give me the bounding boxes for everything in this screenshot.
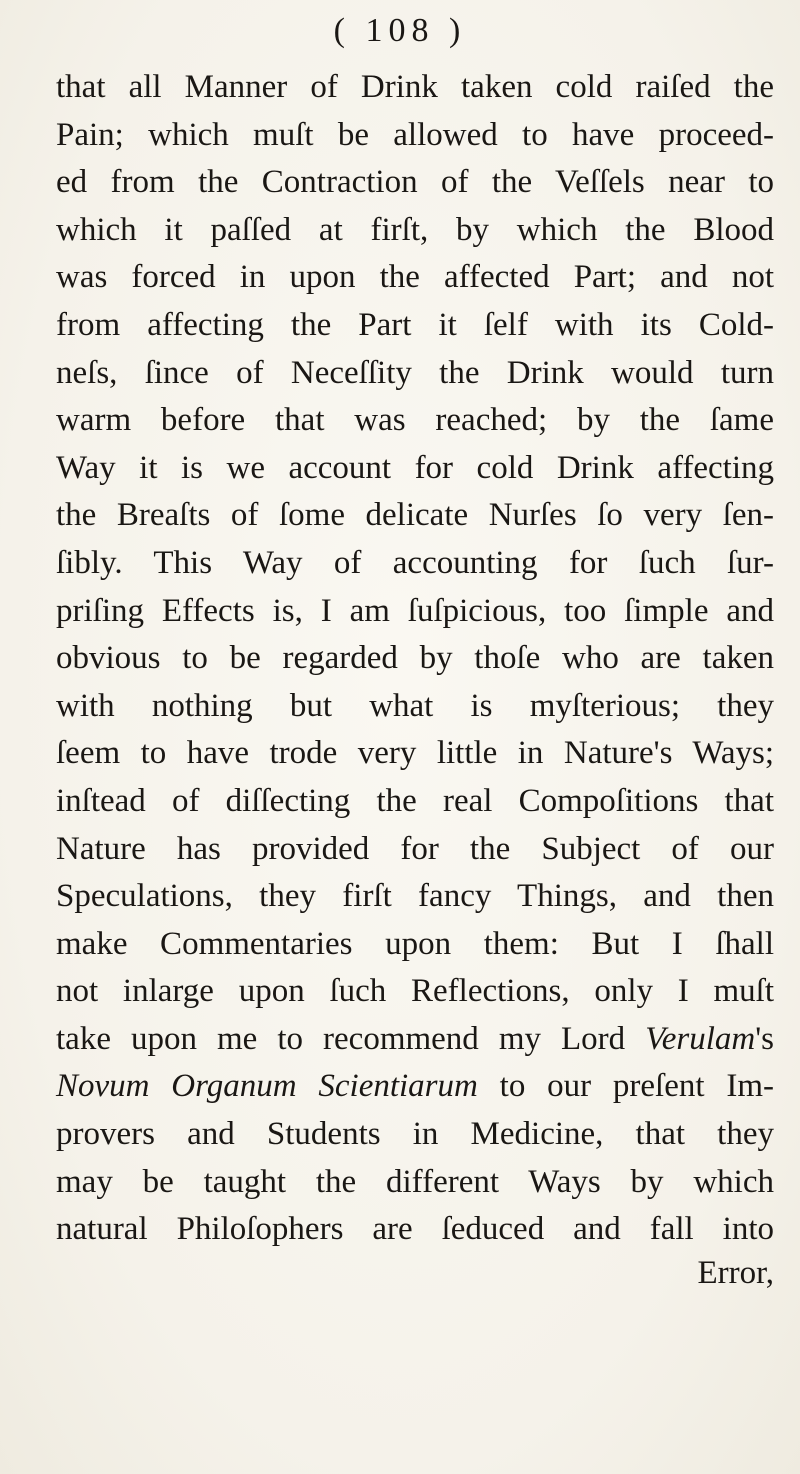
text-line: the Breaſts of ſome delicate Nurſes ſo very ſen-	[56, 497, 774, 534]
text-line: ſibly. This Way of accounting for ſuch ſur-	[56, 544, 774, 581]
text-line-italic: Novum Organum Scientiarum to our preſent Im-	[56, 1068, 774, 1105]
text-line: neſs, ſince of Neceſſity the Drink would turn	[56, 354, 774, 391]
text-line: take upon me to recommend my Lord Verulam's	[56, 1020, 774, 1057]
text-line: Nature has provided for the Subject of our	[56, 830, 774, 867]
text-line: ed from the Contraction of the Veſſels near to	[56, 164, 774, 201]
text-line: inſtead of diſſecting the real Compoſitions that	[56, 782, 774, 819]
text-line: warm before that was reached; by the ſame	[56, 402, 774, 439]
text-line: Pain; which muſt be allowed to have proceed-	[56, 116, 774, 153]
italic-title: Novum Organum Scientiarum	[56, 1068, 478, 1105]
text-line: provers and Students in Medicine, that they	[56, 1116, 774, 1153]
text-line: that all Manner of Drink taken cold raiſed the	[56, 69, 774, 105]
text-line: from affecting the Part it ſelf with its Cold-	[56, 306, 774, 343]
text-line: not inlarge upon ſuch Reflections, only I muſt	[56, 973, 774, 1010]
text-line: which it paſſed at firſt, by which the Blood	[56, 211, 774, 248]
text-line: was forced in upon the affected Part; and not	[56, 259, 774, 296]
page-number: ( 108 )	[333, 12, 467, 49]
text-line: ſeem to have trode very little in Nature's Ways;	[56, 735, 774, 772]
text-line: obvious to be regarded by thoſe who are taken	[56, 640, 774, 677]
text-line: natural Philoſophers are ſeduced and fall into	[56, 1211, 774, 1248]
text-line: Speculations, they firſt fancy Things, and then	[56, 878, 774, 915]
catchword: Error,	[697, 1255, 774, 1291]
text-line: Way it is we account for cold Drink affecting	[56, 449, 774, 486]
text-line: make Commentaries upon them: But I ſhall	[56, 925, 774, 962]
body-text	[56, 64, 774, 1254]
text-line: priſing Effects is, I am ſuſpicious, too ſimple and	[56, 592, 774, 629]
text-line: may be taught the different Ways by which	[56, 1163, 774, 1200]
italic-name: Verulam	[645, 1020, 756, 1057]
text-line: with nothing but what is myſterious; they	[56, 687, 774, 724]
